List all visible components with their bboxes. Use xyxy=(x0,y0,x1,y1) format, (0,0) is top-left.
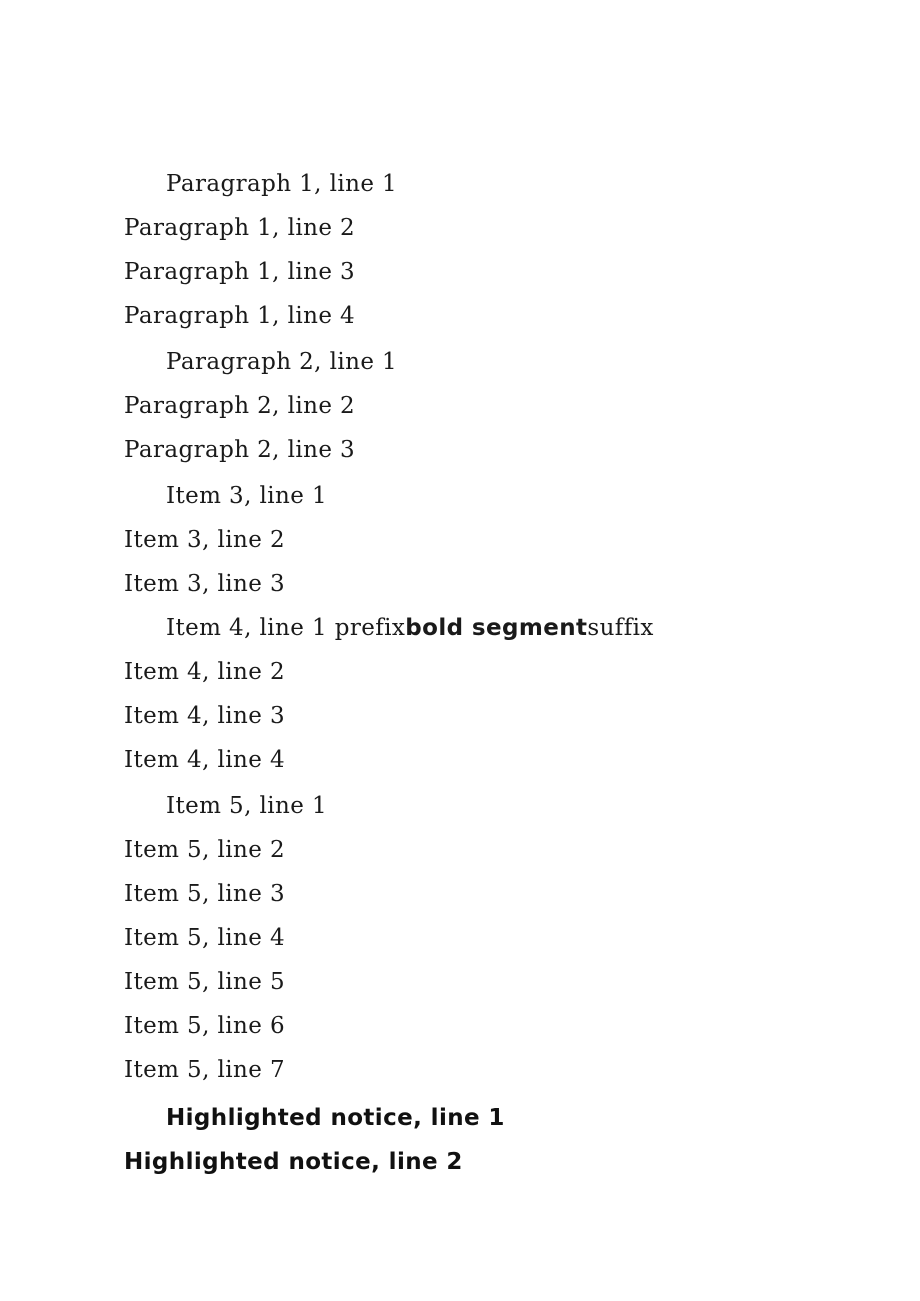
paragraph-line: Item 5, line 1 xyxy=(166,793,327,819)
paragraph-line: Item 4, line 4 xyxy=(124,747,285,773)
paragraph-line: Item 4, line 2 xyxy=(124,659,285,685)
line-text: suffix xyxy=(587,615,654,641)
line-text: Item 4, line 1 prefix xyxy=(166,615,406,641)
paragraph-line: Highlighted notice, line 1 xyxy=(166,1105,505,1131)
paragraph-line: Item 3, line 3 xyxy=(124,571,285,597)
paragraph-line: Item 3, line 1 xyxy=(166,483,327,509)
paragraph-line: Item 3, line 2 xyxy=(124,527,285,553)
paragraph-line: Item 5, line 4 xyxy=(124,925,285,951)
paragraph-line: Paragraph 1, line 4 xyxy=(124,303,356,329)
paragraph-line: Item 5, line 6 xyxy=(124,1013,285,1039)
paragraph-line: Item 5, line 3 xyxy=(124,881,285,907)
paragraph-line: Item 5, line 7 xyxy=(124,1057,285,1083)
paragraph-line: Paragraph 2, line 2 xyxy=(124,393,356,419)
paragraph-line: Paragraph 2, line 1 xyxy=(166,349,398,375)
paragraph-line: Item 4, line 3 xyxy=(124,703,285,729)
paragraph-line: Paragraph 1, line 1 xyxy=(166,171,398,197)
paragraph-line: Highlighted notice, line 2 xyxy=(124,1149,463,1175)
paragraph-line: Paragraph 1, line 3 xyxy=(124,259,356,285)
paragraph-line: Paragraph 2, line 3 xyxy=(124,437,356,463)
paragraph-line: Paragraph 1, line 2 xyxy=(124,215,356,241)
paragraph-line xyxy=(166,614,654,642)
paragraph-line: Item 5, line 5 xyxy=(124,969,285,995)
emphasized-text: bold segment xyxy=(405,615,588,641)
paragraph-line: Item 5, line 2 xyxy=(124,837,285,863)
